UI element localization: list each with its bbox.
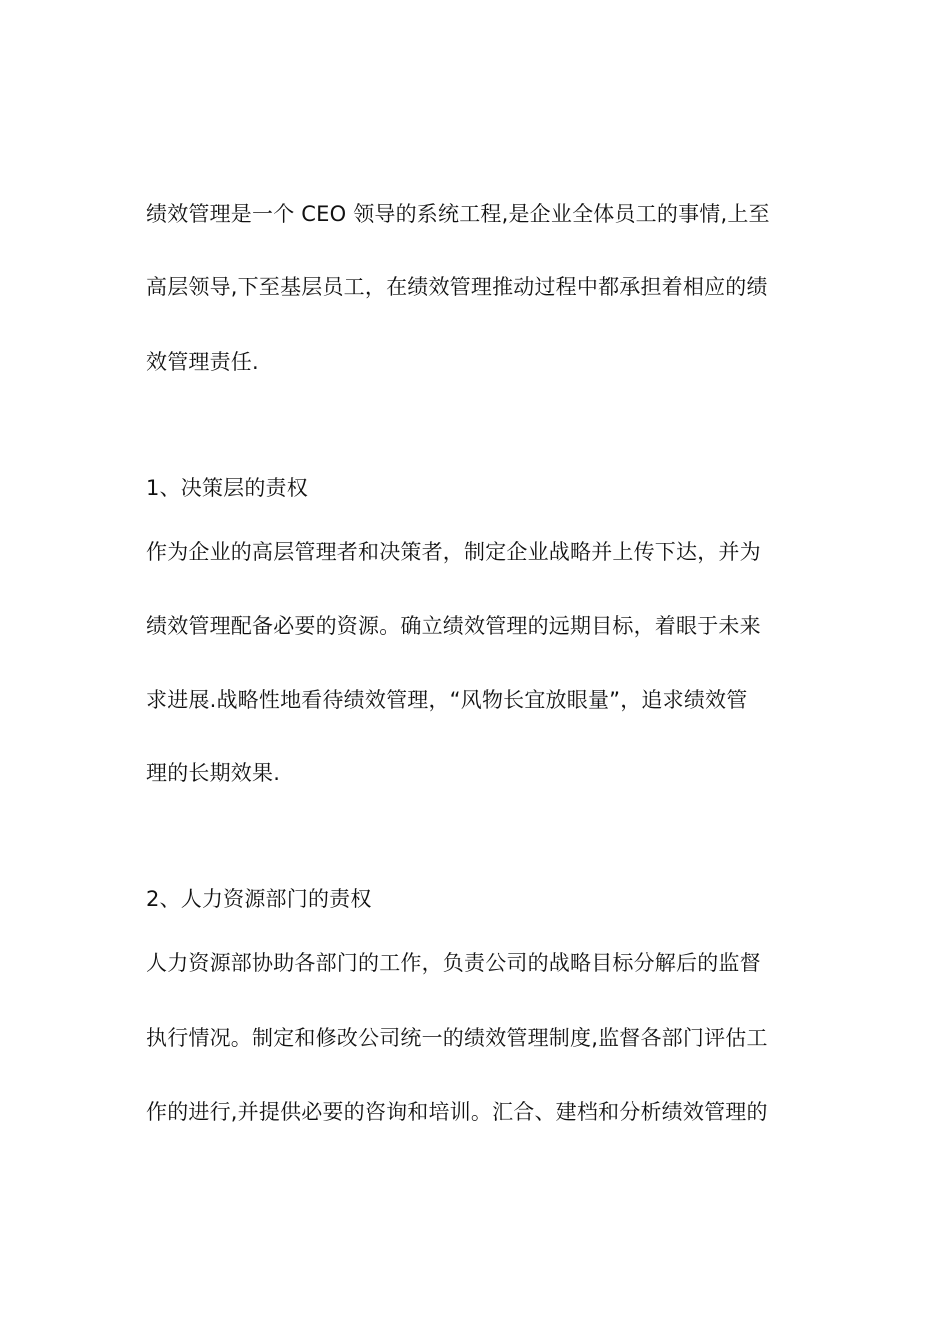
section1-line-1: 作为企业的高层管理者和决策者，制定企业战略并上传下达，并为 — [146, 540, 761, 564]
section2-line-1: 人力资源部协助各部门的工作，负责公司的战略目标分解后的监督 — [146, 951, 761, 975]
intro-line-3: 效管理责任. — [146, 350, 259, 374]
section2-line-2: 执行情况。制定和修改公司统一的绩效管理制度,监督各部门评估工 — [146, 1026, 768, 1050]
intro-line-1: 绩效管理是一个 CEO 领导的系统工程,是企业全体员工的事情,上至 — [146, 202, 770, 226]
section2-heading: 2、人力资源部门的责权 — [146, 887, 372, 911]
intro-line-2: 高层领导,下至基层员工，在绩效管理推动过程中都承担着相应的绩 — [146, 275, 768, 299]
section1-heading: 1、决策层的责权 — [146, 476, 308, 500]
section1-line-4: 理的长期效果. — [146, 761, 281, 785]
section1-line-2: 绩效管理配备必要的资源。确立绩效管理的远期目标，着眼于未来 — [146, 614, 761, 638]
section2-line-3: 作的进行,并提供必要的咨询和培训。汇合、建档和分析绩效管理的 — [146, 1100, 768, 1124]
section1-line-3: 求进展.战略性地看待绩效管理，“风物长宜放眼量”，追求绩效管 — [146, 688, 748, 712]
